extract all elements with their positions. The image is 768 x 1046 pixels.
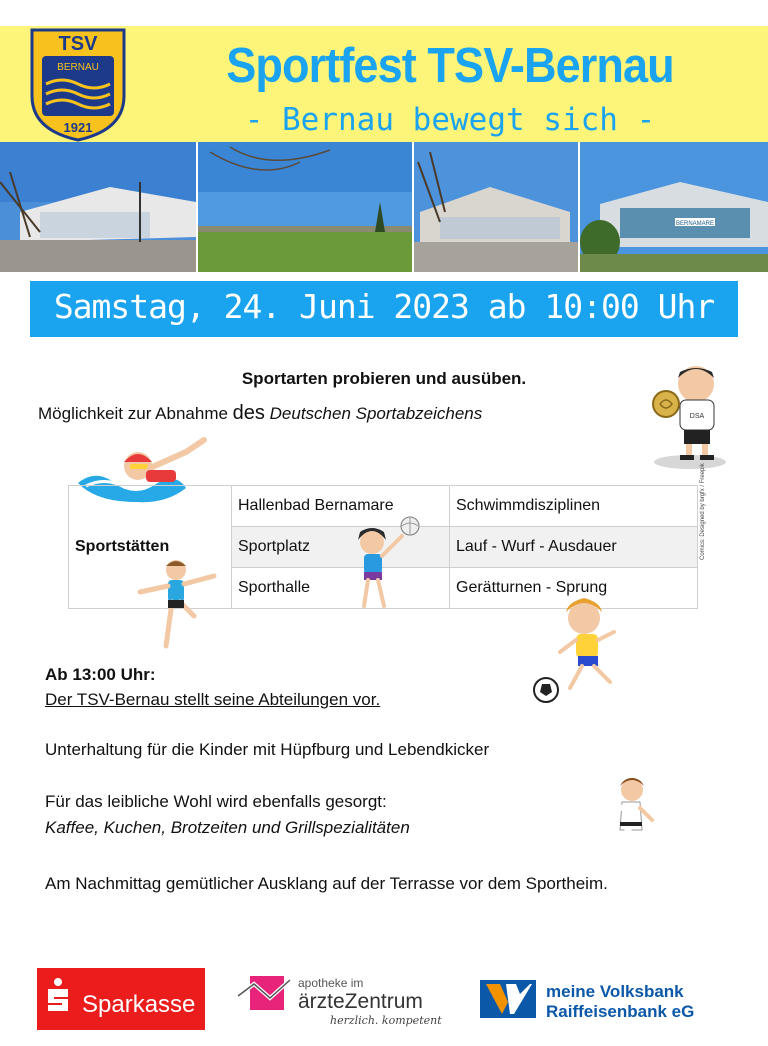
volksbank-line1: meine Volksbank [546, 982, 684, 1001]
logo-text-mid: BERNAU [57, 62, 99, 73]
event-date: Samstag, 24. Juni 2023 ab 10:00 Uhr [53, 287, 715, 326]
activity-cell: Schwimmdisziplinen [450, 486, 698, 527]
volksbank-line2: Raiffeisenbank eG [546, 1002, 695, 1021]
activity-cell: Lauf - Wurf - Ausdauer [450, 527, 698, 568]
boy-medal-illustration [650, 362, 728, 470]
food-list: Kaffee, Kuchen, Brotzeiten und Grillspezialitäten [45, 818, 410, 837]
soccer-girl-illustration [530, 592, 626, 704]
photo-bernamare [580, 142, 768, 272]
intro-sportabzeichen [38, 402, 482, 425]
sparkasse-name: Sparkasse [82, 991, 196, 1018]
apotheke-line2: ärzteZentrum [298, 990, 423, 1013]
closing-text: Am Nachmittag gemütlicher Ausklang auf der Terrasse vor dem Sportheim. [45, 874, 608, 893]
intro-prefix: Möglichkeit zur Abnahme [38, 404, 233, 423]
logo-text-top: TSV [58, 33, 98, 55]
afternoon-heading: Ab 13:00 Uhr: [45, 665, 156, 684]
kids-entertainment: Unterhaltung für die Kinder mit Hüpfburg und Lebendkicker [45, 740, 490, 759]
departments-link[interactable]: Der TSV-Bernau stellt seine Abteilungen vor. [45, 690, 381, 709]
table-head-sportstaetten: Sportstätten [69, 486, 232, 609]
venue-photo-strip [0, 142, 768, 272]
venue-cell: Hallenbad Bernamare [232, 486, 450, 527]
apotheke-line1: apotheke im [298, 976, 364, 990]
apotheke-logo-icon [236, 974, 294, 1014]
karate-kid-illustration [570, 774, 660, 866]
volksbank-name [546, 982, 694, 1022]
page-subtitle: - Bernau bewegt sich - [244, 102, 656, 138]
intro-des: des [232, 402, 265, 424]
venue-cell: Sportplatz [232, 527, 450, 568]
sparkasse-s-icon [44, 977, 72, 1013]
volksbank-logo-icon [480, 980, 536, 1018]
activity-cell: Gerätturnen - Sprung [450, 568, 698, 609]
intro-heading: Sportarten probieren und ausüben. [241, 369, 527, 388]
logo-year: 1921 [63, 120, 93, 135]
food-intro: Für das leibliche Wohl wird ebenfalls gesorgt: [45, 792, 387, 811]
tsv-crest-logo [28, 26, 128, 142]
apotheke-tagline: herzlich. kompetent [330, 1014, 442, 1027]
gymnast-illustration [134, 556, 220, 652]
photo-sportheim [414, 142, 578, 272]
photo-hallenbad [0, 142, 196, 272]
volleyball-girl-illustration [344, 516, 422, 612]
page-title: Sportfest TSV-Bernau [226, 39, 674, 93]
illustration-credit: Comics: Designed by brgfx / Freepik [700, 463, 706, 560]
bernamare-sign: BERNAMARE [675, 221, 715, 227]
intro-suffix: Deutschen Sportabzeichens [264, 404, 483, 423]
shirt-badge-text: DSA [689, 413, 705, 420]
photo-sportplatz [198, 142, 412, 272]
venue-cell: Sporthalle [232, 568, 450, 609]
